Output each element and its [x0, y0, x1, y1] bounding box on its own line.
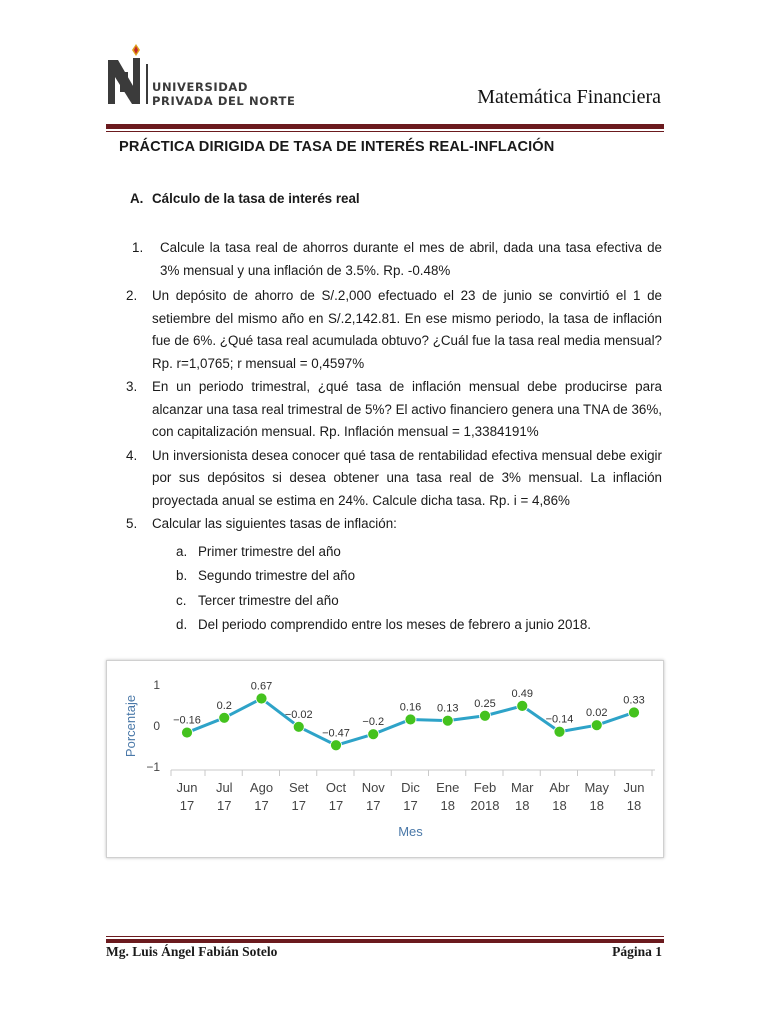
- problem-item: [126, 445, 662, 513]
- problem-text: Calcule la tasa real de ahorros durante el mes de abril, dada una tasa efectiva de 3% mensual y una inflación de 3.5%. Rp. -0.48%: [160, 240, 662, 278]
- y-axis-label: Porcentaje: [123, 694, 138, 758]
- x-tick-label-month: Oct: [325, 780, 347, 795]
- x-tick-label-month: May: [584, 780, 610, 795]
- x-tick-label-year: 17: [254, 798, 269, 813]
- data-label: 0.02: [586, 707, 608, 720]
- y-tick-label: 0: [153, 719, 160, 733]
- x-tick-label-month: Jun: [623, 780, 645, 795]
- x-tick-label-year: 18: [515, 798, 530, 813]
- x-tick-label-month: Ene: [436, 780, 460, 795]
- x-tick-label-year: 17: [179, 798, 195, 813]
- x-axis-label: Mes: [398, 824, 423, 839]
- data-point: [629, 707, 640, 718]
- inflation-line-chart: [107, 661, 663, 857]
- problem-item: [126, 513, 662, 638]
- course-title: Matemática Financiera: [477, 86, 661, 108]
- x-tick-label-year: 18: [440, 798, 455, 813]
- subitem: [176, 589, 662, 614]
- footer-rule-thick: [106, 939, 664, 943]
- problem-text: En un periodo trimestral, ¿qué tasa de inflación mensual debe producirse para alcanzar una tasa real trimestral de 5%? El activo financiero genera una TNA de 36%, con capitalización mensual. Rp. Inflación mensual = 1,3384191%: [152, 379, 662, 439]
- section-heading: [130, 191, 360, 206]
- logo-line-1: UNIVERSIDAD: [152, 80, 249, 94]
- data-label: 0.13: [437, 702, 459, 715]
- subitem-letter: b.: [176, 568, 188, 584]
- problem-item: [126, 376, 662, 444]
- logo-line-2: PRIVADA DEL NORTE: [152, 94, 296, 108]
- subitem-text: Segundo trimestre del año: [198, 568, 356, 584]
- subitem-letter: a.: [176, 543, 188, 559]
- x-tick-label-year: 17: [217, 798, 232, 813]
- data-point: [182, 727, 193, 738]
- y-tick-label: −1: [146, 760, 160, 774]
- problem-item: [126, 237, 662, 282]
- subitem-text: Del periodo comprendido entre los meses de febrero a junio 2018.: [198, 617, 592, 633]
- x-tick-label-month: Dic: [401, 780, 420, 795]
- data-point: [293, 721, 304, 732]
- data-label: −0.14: [545, 713, 574, 726]
- subitem-letter: d.: [176, 617, 188, 633]
- x-tick-label-month: Mar: [511, 780, 534, 795]
- problem-list: [126, 237, 662, 639]
- data-label: −0.16: [173, 714, 201, 727]
- data-label: 0.33: [623, 694, 645, 707]
- x-tick-label-month: Feb: [473, 780, 497, 795]
- x-tick-label-year: 18: [552, 798, 567, 813]
- x-tick-label-year: 17: [328, 798, 344, 813]
- x-tick-label-month: Ago: [249, 780, 274, 795]
- x-tick-label-year: 18: [589, 798, 604, 813]
- subitem-text: Tercer trimestre del año: [198, 592, 339, 608]
- data-label: 0.16: [399, 701, 422, 714]
- subitem: [176, 540, 662, 565]
- problem-number: 1.: [132, 240, 144, 255]
- header-rule-thick: [106, 124, 664, 129]
- subitem-list: [152, 540, 662, 638]
- x-tick-label-month: Set: [288, 780, 309, 795]
- x-tick-label-year: 18: [626, 798, 642, 813]
- inflation-chart: [106, 660, 664, 858]
- x-tick-label-month: Nov: [361, 780, 385, 795]
- footer-page-number: Página 1: [612, 944, 662, 959]
- data-label: −0.47: [322, 727, 350, 740]
- data-label: −0.02: [284, 708, 313, 721]
- subitem: [176, 613, 662, 638]
- section-label: Cálculo de la tasa de interés real: [152, 191, 360, 206]
- x-tick-label-month: Jun: [176, 780, 198, 795]
- data-label: 0.67: [250, 680, 273, 693]
- x-tick-label-year: 17: [403, 798, 418, 813]
- problem-number: 5.: [126, 516, 138, 531]
- data-point: [256, 693, 267, 704]
- problem-number: 2.: [126, 288, 138, 303]
- data-point: [517, 700, 528, 711]
- x-tick-label-month: Abr: [549, 780, 570, 795]
- footer-author: Mg. Luis Ángel Fabián Sotelo: [106, 944, 278, 959]
- document-title: PRÁCTICA DIRIGIDA DE TASA DE INTERÉS REAL-INFLACIÓN: [119, 139, 555, 155]
- problem-text: Un depósito de ahorro de S/.2,000 efectuado el 23 de junio se convirtió el 1 de setiembre del mismo año en S/.2,142.81. En ese mismo periodo, la tasa de inflación fue de 6%. ¿Qué tasa real acumulada obtuvo? ¿Cuál fue la tasa real media mensual? Rp. r=1,0765; r mensual = 0,4597%: [152, 288, 662, 371]
- y-tick-label: 1: [153, 678, 160, 692]
- x-tick-label-year: 2018: [470, 798, 500, 813]
- subitem-letter: c.: [176, 592, 187, 608]
- problem-number: 3.: [126, 379, 138, 394]
- subitem: [176, 564, 662, 589]
- data-point: [368, 729, 379, 740]
- logo-text: [152, 80, 295, 108]
- data-point: [480, 710, 491, 721]
- data-point: [442, 715, 453, 726]
- problem-item: [126, 285, 662, 375]
- data-point: [331, 740, 342, 751]
- problem-text: Un inversionista desea conocer qué tasa de rentabilidad efectiva mensual debe exigir por sus depósitos si desea obtener una tasa real de 3% mensual. La inflación proyectada anual se estima en 24%. Calcule dicha tasa. Rp. i = 4,86%: [152, 447, 662, 508]
- data-label: 0.49: [511, 687, 533, 700]
- data-label: −0.2: [362, 716, 385, 729]
- x-tick-label-year: 17: [291, 798, 306, 813]
- header-rule-thin: [106, 131, 664, 132]
- subitem-text: Primer trimestre del año: [198, 543, 341, 559]
- section-letter: A.: [130, 191, 144, 206]
- x-tick-label-month: Jul: [215, 780, 233, 795]
- x-tick-label-year: 17: [366, 798, 381, 813]
- data-point: [554, 726, 565, 737]
- problem-text: Calcular las siguientes tasas de inflación:: [152, 516, 397, 531]
- problem-number: 4.: [126, 447, 138, 463]
- data-label: 0.25: [474, 697, 496, 710]
- data-point: [405, 714, 416, 725]
- data-point: [219, 712, 230, 723]
- data-label: 0.2: [216, 699, 232, 712]
- footer-rule-thin: [106, 936, 664, 937]
- data-point: [591, 720, 602, 731]
